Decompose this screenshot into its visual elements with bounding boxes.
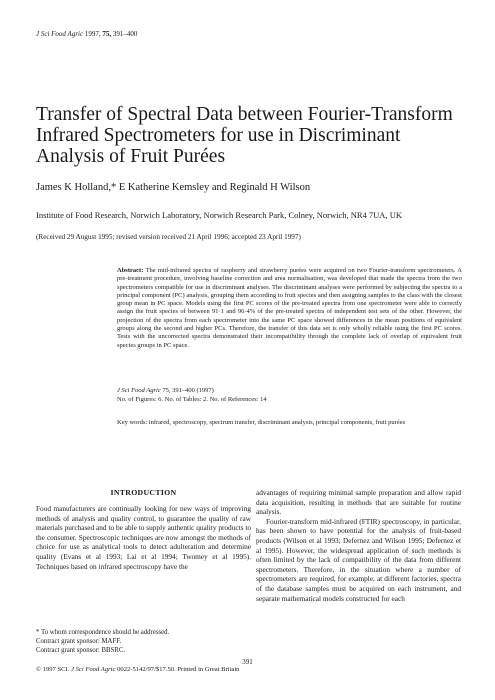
footer-printed: Printed in Great Britain xyxy=(177,666,240,673)
citation-journal: J Sci Food Agric xyxy=(117,387,161,394)
authors: James K Holland,* E Katherine Kemsley and Reginald H Wilson xyxy=(36,182,311,193)
journal-year: 1997, xyxy=(84,30,101,38)
journal-pages: 391–400 xyxy=(112,30,138,38)
abstract-text: The mid-infrared spectra of raspberry and strawberry purées were acquired on two Fourier-transform spectrometers. A pre-treatment procedure, involving baseline correction and area normalisation, was developed that made the spectra from the two spectrometers compatible for use in discriminant analyses. The discriminant analyses were performed by subjecting the spectra to a principal component (PC) analysis, grouping them according to fruit species and then assigning samples to the class with the closest group mean in PC space. Models using the first PC scores of the pre-treated spectra from one spectrometer were able to correctly assign the fruit species of between 91·1 and 96·4% of the pre-treated spectra of independent test sets of the other. However, the projection of the spectra from each spectrometer into the same PC space showed differences in the mean positions of equivalent groups along the second and higher PCs. Therefore, the transfer of this data set is only wholly reliable using the first PC scores. Tests with the uncorrected spectra demonstrated their incompatibility through the complete lack of overlap of equivalent fruit species groups in PC space. xyxy=(117,267,462,349)
footnote-correspondence: * To whom correspondence should be addressed. xyxy=(36,629,170,636)
affiliation: Institute of Food Research, Norwich Laboratory, Norwich Research Park, Colney, Norwich, NR4 7UA, UK xyxy=(36,210,402,220)
citation-ref: 75, 391–400 (1997) xyxy=(162,387,214,394)
journal-reference xyxy=(36,30,137,38)
citation xyxy=(117,387,462,404)
intro-right-paragraph-1: advantages of requiring minimal sample preparation and allow rapid data acquisition, resulting in methods that are suitable for routine analysis. xyxy=(256,488,461,517)
keywords: Key words: infrared, spectroscopy, spectrum transfer, discriminant analysis, principal components, fruit purées xyxy=(117,419,406,426)
paper-title: Transfer of Spectral Data between Fourier-Transform Infrared Spectrometers for use in Discriminant Analysis of Fruit Purées xyxy=(36,104,453,167)
received-dates: (Received 29 August 1995; revised version received 21 April 1996; accepted 23 April 1997) xyxy=(36,233,301,241)
footer-copyright: © 1997 SCI. xyxy=(36,666,70,673)
citation-counts: No. of Figures: 6. No. of Tables: 2. No. of References: 14 xyxy=(117,395,267,403)
footer-issn: 0022-5142/97/$17.50. xyxy=(117,666,176,673)
intro-right-column xyxy=(256,488,461,603)
footnote-sponsor-2: Contract grant sponsor: BBSRC. xyxy=(36,647,126,655)
footer-journal: J Sci Food Agric xyxy=(71,666,116,673)
intro-right-paragraph-2: Fourier-transform mid-infrared (FTIR) spectroscopy, in particular, has been shown to have potential for the analysis of fruit-based products (Wilson et al 1993; Defernez and Wilson 1995; Defernez et al 1995). However, the widespread application of such methods is often limited by the lack of compatibility of the data from different spectrometers. Therefore, in the situation where a number of spectrometers are required, for example, at different factories, spectra of the database samples must be acquired on each instrument, and separate mathematical models constructed for each xyxy=(256,516,461,603)
abstract xyxy=(117,267,462,350)
page-number: 391 xyxy=(242,658,253,666)
footer-line xyxy=(36,666,239,673)
citation-line xyxy=(117,387,462,396)
journal-name: J Sci Food Agric xyxy=(36,30,84,38)
section-heading-introduction: INTRODUCTION xyxy=(110,488,177,497)
abstract-lead: Abstract: xyxy=(117,267,144,274)
footnotes xyxy=(36,628,251,656)
journal-volume: 75, xyxy=(102,30,112,38)
footnote-sponsor-1: Contract grant sponsor: MAFF. xyxy=(36,638,122,646)
intro-left-column: Food manufacturers are continually looking for new ways of improving methods of analysis and quality control, to guarantee the quality of raw materials purchased and to be able to supply authentic quality products to the consumer. Spectroscopic techniques are now amongst the methods of choice for use as analytical tools to detect adulteration and determine quality (Evans et al 1993; Lai et al 1994; Twomey et al 1995). Techniques based on infrared spectroscopy have the xyxy=(36,504,251,571)
